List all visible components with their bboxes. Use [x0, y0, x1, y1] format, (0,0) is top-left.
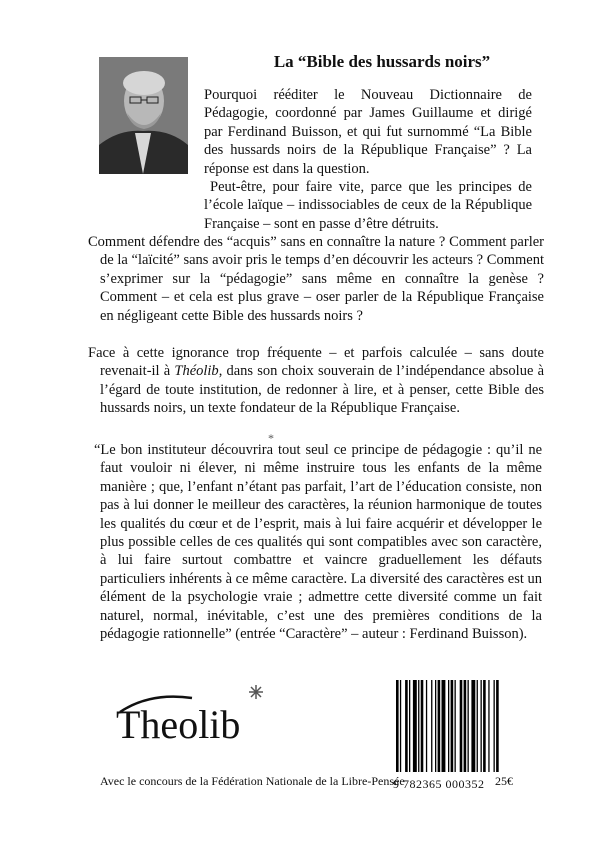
portrait-image — [99, 57, 188, 174]
theolib-name: Théolib — [174, 363, 219, 380]
barcode-bar — [471, 680, 475, 772]
barcode-bar — [438, 680, 441, 772]
barcode-bar — [400, 680, 401, 772]
theolib-text-after: , dans son choix souverain de l’indépendance absolue à l’égard de toute institution, de redonner à lire, et à penser, cette Bible des hussards noirs, un texte fondateur de la République Française. — [100, 363, 544, 417]
barcode-bar — [455, 680, 456, 772]
intro-paragraph: Pourquoi rééditer le Nouveau Dictionnaire de Pédagogie, coordonné par James Guillaume et dirigé par Ferdinand Buisson, et qui fut surnommé “La Bible des hussards noirs de la République Française” ? La réponse est dans la question. — [204, 87, 532, 177]
barcode-bar — [464, 680, 467, 772]
logo-text: Theolib — [116, 702, 241, 747]
barcode-bar — [448, 680, 449, 772]
barcode-bar — [483, 680, 486, 772]
barcode-bar — [421, 680, 424, 772]
second-paragraph: Peut-être, pour faire vite, parce que les principes de l’école laïque – indissociables de ceux de la République Française – sont en passe d’être détruits. — [204, 179, 532, 232]
barcode-bar — [481, 680, 482, 772]
theolib-paragraph — [88, 344, 544, 418]
barcode-bar — [405, 680, 408, 772]
barcode-bar — [435, 680, 436, 772]
quote-paragraph: “Le bon instituteur découvrira tout seul ce principe de pédagogie : qu’il ne faut vouloir ni élever, ni même instruire tous les enfants de la même manière ; que, l’enfant n’étant pas parfait, l’art de l’éducation consiste, non pas à lui donner le meilleur des caractères, la réunion harmonique de toutes les qualités du cœur et de l’esprit, mais à lui faire acquérir et développer le plus possible celles de ces qualités qui sont compatibles avec son caractère, à lui faire surtout combattre et vaincre graduellement les défauts particuliers inhérents à ce même caractère. La diversité des caractères est un élément de la psychologie vraie ; admettre cette diversité comme un fait naturel, normal, inévitable, c’est une des premières conditions de la pédagogie rationnelle” (entrée “Caractère” – auteur : Ferdinand Buisson). — [94, 442, 543, 643]
barcode-bar — [460, 680, 463, 772]
book-title: La “Bible des hussards noirs” — [273, 52, 491, 71]
barcode-bar — [468, 680, 469, 772]
star-icon — [249, 685, 263, 699]
footer-credit: Avec le concours de la Fédération Nationale de la Libre-Pensée — [100, 774, 405, 788]
barcode-bar — [418, 680, 419, 772]
author-portrait — [99, 57, 188, 174]
barcode-bar — [494, 680, 495, 772]
barcode-bar — [426, 680, 427, 772]
barcode-bar — [488, 680, 489, 772]
barcode-bar — [396, 680, 399, 772]
barcode-bar — [409, 680, 410, 772]
theolib-logo — [110, 672, 290, 758]
isbn-digits: 9 782365 000352 — [393, 777, 485, 791]
barcode-bar — [431, 680, 432, 772]
barcode-bar — [496, 680, 499, 772]
separator-star: * — [268, 431, 274, 445]
barcode-bar — [477, 680, 478, 772]
barcode-bar — [442, 680, 446, 772]
barcode-bar — [413, 680, 417, 772]
theolib-text-before: Face à cette ignorance trop fréquente – et parfois calculée – sans doute revenait-il à — [88, 345, 544, 380]
questions-paragraph: Comment défendre des “acquis” sans en connaître la nature ? Comment parler de la “laïcité” sans avoir pris le temps d’en découvrir les acteurs ? Comment s’exprimer sur la “pédagogie” sans même en connaître la genèse ? Comment – et cela est plus grave – oser parler de la République Française en négligeant cette Bible des hussards noirs ? — [88, 234, 544, 324]
barcode-bar — [451, 680, 454, 772]
price: 25€ — [495, 774, 513, 788]
barcode — [396, 680, 528, 778]
